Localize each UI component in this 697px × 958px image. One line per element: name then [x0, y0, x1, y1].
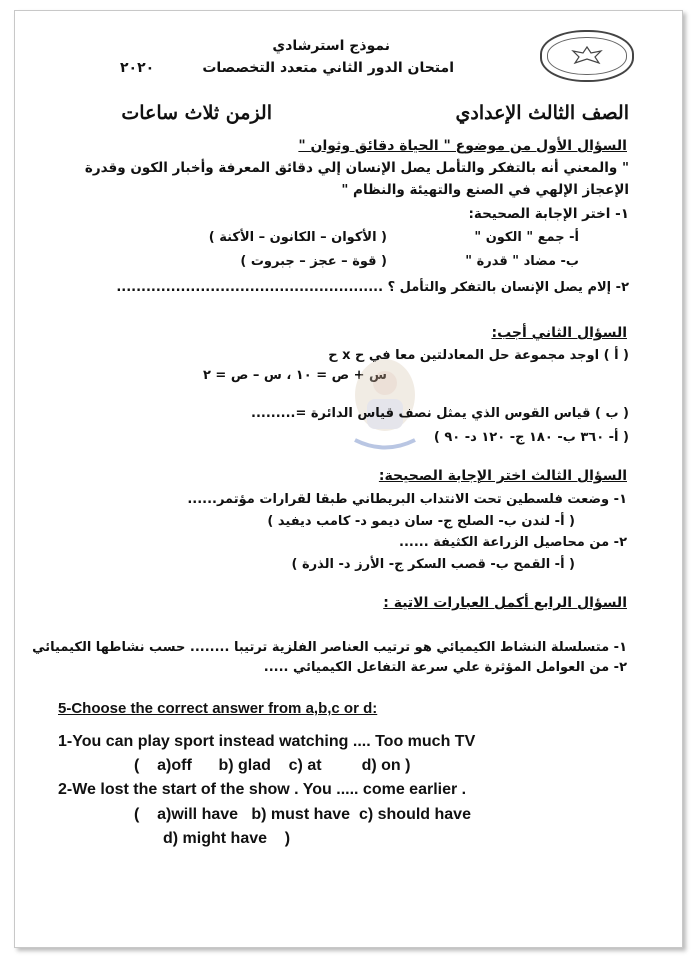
exam-title: امتحان الدور الثاني متعدد التخصصات [202, 60, 454, 76]
q1-title: السؤال الأول من موضوع " الحياة دقائق وثوان " [298, 138, 627, 154]
q3-title: السؤال الثالث اختر الإجابة الصحيحة: [378, 468, 627, 484]
q4-item1: ١- متسلسلة النشاط الكيميائي هو ترتيب العناصر الفلزية ترتيبا ........ حسب نشاطها الكيميائي [32, 640, 627, 655]
eagle-emblem-icon [567, 45, 607, 67]
q1-b-label: ب- مضاد " قدرة " [465, 254, 579, 269]
q2-b: ( ب ) قياس القوس الذي يمثل نصف قياس الدائرة =......... [251, 406, 629, 421]
q2-a: ( أ ) اوجد مجموعة حل المعادلتين معا في ح x ح [328, 348, 629, 363]
q4-title: السؤال الرابع أكمل العبارات الاتية : [383, 595, 627, 611]
q5-title: 5-Choose the correct answer from a,b,c or d: [58, 700, 378, 717]
grade-heading: الصف الثالث الإعدادي [455, 102, 629, 124]
q1-part1: ١- اختر الإجابة الصحيحة: [468, 206, 629, 222]
q2-a-equations: س + ص = ١٠ ، س – ص = ٢ [202, 368, 387, 383]
q3-item2-options: ( أ- القمح ب- قصب السكر ج- الأرز د- الذرة ) [291, 557, 575, 572]
q1-quote-line2: الإعجاز الإلهي في الصنع والتهيئة والنظام " [341, 182, 629, 198]
q2-title: السؤال الثاني أجب: [491, 325, 627, 341]
q1-b-options: ( قوة – عجز – جبروت ) [240, 254, 387, 269]
q1-a-label: أ- جمع " الكون " [474, 230, 579, 245]
q5-item2: 2-We lost the start of the show . You ..... come earlier . [58, 781, 467, 798]
q5-item1-options: ( a)off b) glad c) at d) on ) [134, 757, 411, 774]
q2-b-options: ( أ- ٣٦٠ ب- ١٨٠ ج- ١٢٠ د- ٩٠ ) [433, 430, 629, 445]
time-heading: الزمن ثلاث ساعات [121, 102, 272, 124]
q1-a-options: ( الأكوان – الكانون – الأكنة ) [208, 230, 387, 245]
q5-item2-options-2: d) might have ) [163, 830, 291, 847]
q1-part2: ٢- إلام يصل الإنسان بالتفكر والتأمل ؟ ...................................................... [116, 280, 629, 295]
q5-item1: 1-You can play sport instead watching .... Too much TV [58, 733, 476, 750]
q5-item2-options: ( a)will have b) must have c) should have [134, 806, 471, 823]
q3-item1: ١- وضعت فلسطين تحت الانتداب البريطاني طبقا لقرارات مؤتمر...... [187, 492, 627, 507]
model-title: نموذج استرشادي [272, 38, 390, 54]
q4-item2: ٢- من العوامل المؤثرة علي سرعة التفاعل الكيميائي ..... [263, 660, 627, 675]
exam-year: ٢٠٢٠ [120, 60, 155, 76]
q3-item2: ٢- من محاصيل الزراعة الكثيفة ...... [399, 535, 627, 550]
ministry-logo [540, 30, 634, 82]
watermark-figure-icon [345, 355, 425, 455]
q1-quote-line1: " والمعني أنه بالتفكر والتأمل يصل الإنسان إلي دقائق المعرفة وأخبار الكون وقدرة [84, 160, 629, 176]
q3-item1-options: ( أ- لندن ب- الصلح ج- سان ديمو د- كامب ديفيد ) [267, 514, 575, 529]
